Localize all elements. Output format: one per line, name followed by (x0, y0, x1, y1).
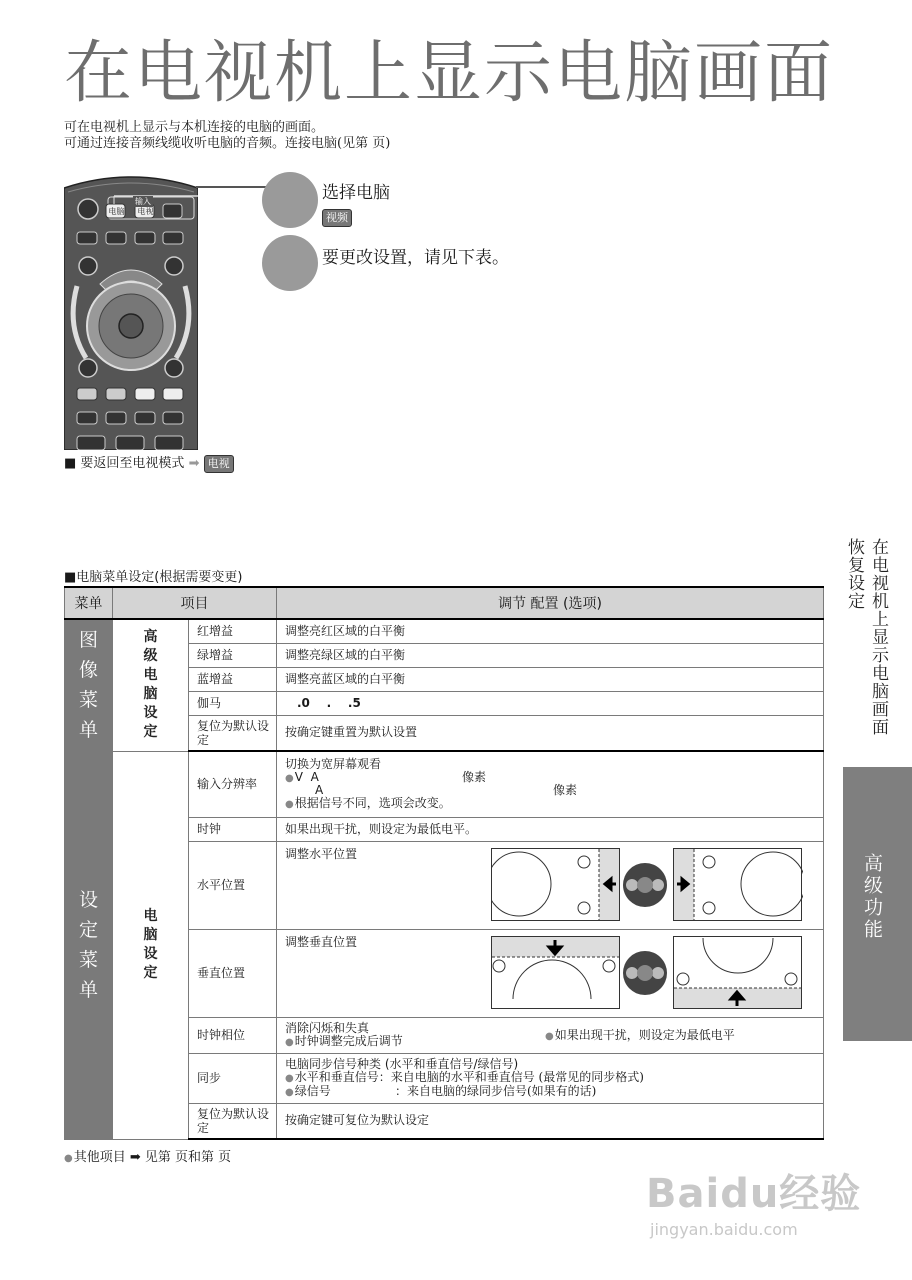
section-label: ■电脑菜单设定(根据需要变更) (64, 570, 243, 585)
row-clock-item: 时钟 (189, 817, 277, 841)
input-res-line-2b: 像素 (462, 769, 487, 784)
remote-input-label: 输入 (135, 197, 151, 206)
intro-line-2: 可通过连接音频线缆收听电脑的音频。连接电脑(见第 页) (64, 136, 391, 151)
row-setup-reset-desc: 按确定键可复位为默认设定 (277, 1103, 824, 1139)
row-green-gain-item: 绿增益 (189, 643, 277, 667)
tv-key-badge: 电视 (204, 455, 234, 473)
watermark-brand: Baidu经验 (646, 1171, 862, 1217)
row-setup-reset-item: 复位为默认设定 (189, 1103, 277, 1139)
setup-menu-label: 设 定 菜 单 (65, 751, 113, 1139)
sync-line-2: 水平和垂直信号：来自电脑的水平和垂直信号 (最常见的同步格式) (294, 1069, 644, 1084)
footer-note-text: 其他项目 ➡ 见第 页和第 页 (73, 1150, 232, 1165)
header-menu: 菜单 (65, 587, 113, 619)
clock-phase-line-1: 消除闪烁和失真 (285, 1020, 370, 1035)
footer-note (64, 1146, 231, 1165)
remote-tv-key: 电视 (137, 207, 154, 216)
side-tab (843, 767, 912, 1041)
return-tv-text: ■ 要返回至电视模式 (64, 456, 185, 471)
side-title: 在电视机上显示电脑画面 (868, 538, 888, 736)
row-pic-reset-item: 复位为默认设定 (189, 715, 277, 751)
dpad-left-right-icon (623, 863, 667, 907)
side-tab-label: 高级功能 (861, 853, 883, 941)
remote-control-illustration (64, 174, 198, 450)
input-res-line-1: 切换为宽屏幕观看 (285, 756, 382, 771)
header-adjust: 调节 配置 (选项) (277, 587, 824, 619)
watermark-url: jingyan.baidu.com (650, 1220, 798, 1239)
side-subtitle: 恢复设定 (844, 538, 864, 610)
sync-line-1a: 电脑同步信号种类 (285, 1056, 385, 1071)
row-green-gain-desc: 调整亮绿区域的白平衡 (277, 643, 824, 667)
return-tv-line (64, 452, 234, 473)
remote-pointer-line (196, 186, 266, 188)
sync-line-3a: 绿信号 (294, 1083, 331, 1098)
dpad-up-down-icon (623, 951, 667, 995)
row-clock-desc: 如果出现干扰，则设定为最低电平。 (277, 817, 824, 841)
step-2-text: 要更改设置，请见下表。 (322, 248, 509, 268)
row-red-gain-desc: 调整亮红区域的白平衡 (277, 619, 824, 643)
pc-menu-table (64, 586, 824, 1140)
page-title: 在电视机上显示电脑画面 (64, 34, 835, 113)
row-input-res-desc (277, 751, 824, 817)
header-item: 项目 (113, 587, 277, 619)
row-sync-item: 同步 (189, 1053, 277, 1103)
step-1-text: 选择电脑 (322, 183, 390, 203)
v-pos-desc-text: 调整垂直位置 (285, 934, 358, 949)
row-h-pos-desc (277, 841, 824, 929)
clock-phase-note: 如果出现干扰，则设定为最低电平 (554, 1027, 735, 1042)
video-key-badge: 视频 (322, 209, 352, 227)
step-2-circle (262, 235, 318, 291)
input-res-line-3b: 像素 (553, 782, 578, 797)
input-res-line-4: 根据信号不同，选项会改变。 (294, 795, 451, 810)
input-res-line-3a: A (315, 782, 324, 797)
row-h-pos-item: 水平位置 (189, 841, 277, 929)
row-pic-reset-desc: 按确定键重置为默认设置 (277, 715, 824, 751)
picture-menu-label: 图 像 菜 单 (65, 619, 113, 751)
row-gamma-item: 伽马 (189, 691, 277, 715)
h-pos-desc-text: 调整水平位置 (285, 846, 358, 861)
row-v-pos-item: 垂直位置 (189, 929, 277, 1017)
clock-phase-line-2: 时钟调整完成后调节 (294, 1033, 403, 1048)
row-sync-desc (277, 1053, 824, 1103)
intro-line-1: 可在电视机上显示与本机连接的电脑的画面。 (64, 120, 325, 135)
step-1-circle (262, 172, 318, 228)
row-clock-phase-desc (277, 1017, 824, 1053)
advanced-pc-settings-label: 高 级 电 脑 设 定 (113, 619, 189, 751)
arrow-right-icon: ➡ (188, 456, 200, 471)
row-gamma-desc: .0 . .5 (277, 691, 824, 715)
row-v-pos-desc (277, 929, 824, 1017)
input-res-line-2a: V A (294, 769, 319, 784)
row-red-gain-item: 红增益 (189, 619, 277, 643)
step-1-key (322, 206, 352, 227)
row-blue-gain-item: 蓝增益 (189, 667, 277, 691)
sync-line-1b: (水平和垂直信号/绿信号) (384, 1056, 519, 1071)
row-blue-gain-desc: 调整亮蓝区域的白平衡 (277, 667, 824, 691)
pc-settings-label: 电 脑 设 定 (113, 751, 189, 1139)
sync-line-3b: ：来自电脑的绿同步信号(如果有的话) (395, 1083, 597, 1098)
row-input-res-item: 输入分辨率 (189, 751, 277, 817)
remote-pc-key: 电脑 (108, 207, 125, 216)
row-clock-phase-item: 时钟相位 (189, 1017, 277, 1053)
